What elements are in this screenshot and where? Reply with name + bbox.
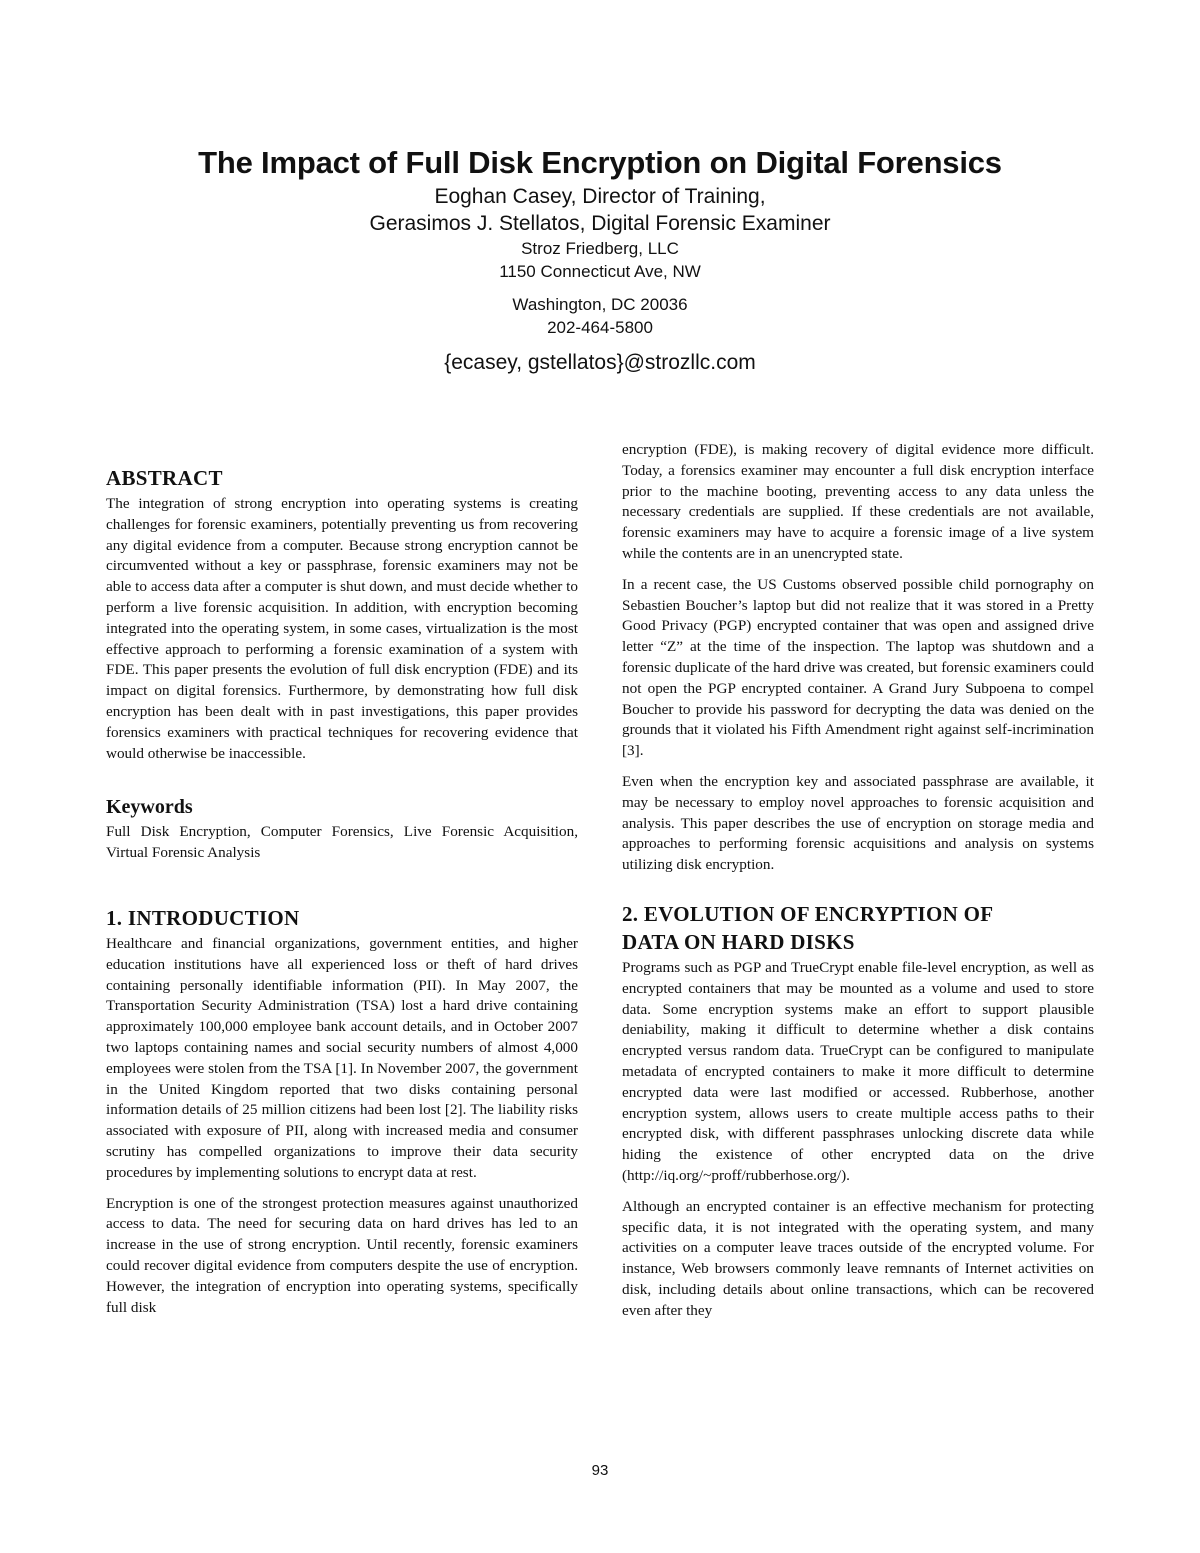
- address-line-2: Washington, DC 20036: [512, 295, 688, 314]
- paper-title: The Impact of Full Disk Encryption on Digital Forensics: [198, 145, 1002, 180]
- section-2-heading-line-2: DATA ON HARD DISKS: [622, 929, 855, 954]
- introduction-paragraph-5: Even when the encryption key and associated passphrase are available, it may be necessary to employ novel approaches to forensic acquisition and analysis. This paper describes the use of encryption on storage media and approaches to performing forensic acquisitions and analysis on systems utilizing disk encryption.: [622, 772, 1094, 874]
- section-2-paragraph-2: Although an encrypted container is an effective mechanism for protecting specific data, it is not integrated with the operating system, and many activities on a computer leave traces outside of the encrypted volume. For instance, Web browsers commonly leave remnants of Internet activities on disk, including details about online transactions, which can be recovered even after they: [622, 1197, 1094, 1319]
- address-line-1: 1150 Connecticut Ave, NW: [499, 262, 701, 281]
- section-2-paragraph-1: Programs such as PGP and TrueCrypt enable file-level encryption, as well as encrypted containers that may be mounted as a volume and used to store data. Some encryption systems make an effort to support plausible deniability, making it difficult to determine whether a disk contains encrypted versus random data. TrueCrypt can be configured to manipulate metadata of encrypted containers to make it more difficult to determine encrypted data were last modified or accessed. Rubberhose, another encryption system, allows users to create multiple access paths to their encrypted disk, with different passphrases unlocking discrete data while hiding the existence of other encrypted data on the drive (http://iq.org/~proff/rubberhose.org/).: [622, 958, 1094, 1184]
- introduction-heading: 1. INTRODUCTION: [106, 905, 300, 930]
- organization: Stroz Friedberg, LLC: [521, 239, 679, 258]
- right-column: [622, 440, 1094, 1331]
- introduction-paragraph-1: Healthcare and financial organizations, government entities, and higher education institutions have all experienced loss or theft of hard drives containing personally identifiable information (PII). In May 2007, the Transportation Security Administration (TSA) lost a hard drive containing approximately 100,000 employee bank account details, and in October 2007 two laptops containing names and social security numbers of almost 4,000 employees were stolen from the TSA [1]. In November 2007, the government in the United Kingdom reported that two disks containing personal information details of 25 million citizens had been lost [2]. The liability risks associated with exposure of PII, along with increased media and consumer scrutiny has compelled organizations to improve their data security procedures by implementing solutions to encrypt data at rest.: [106, 934, 578, 1181]
- left-column: [106, 464, 578, 1328]
- keywords-heading: Keywords: [106, 796, 193, 819]
- paper-header: [0, 143, 1200, 377]
- section-2-heading: [622, 900, 1094, 956]
- author-line-2: Gerasimos J. Stellatos, Digital Forensic Examiner: [369, 212, 831, 235]
- introduction-paragraph-4: In a recent case, the US Customs observed possible child pornography on Sebastien Boucher’s laptop but did not realize that it was stored in a Pretty Good Privacy (PGP) encrypted container that was open and assigned drive letter “Z” at the time of the inspection. The laptop was shutdown and a forensic duplicate of the hard drive was created, but forensic examiners could not open the PGP encrypted container. A Grand Jury Subpoena to compel Boucher to provide his password for decrypting the data was denied on the grounds that it violated his Fifth Amendment right against self-incrimination [3].: [622, 575, 1094, 760]
- section-2-heading-line-1: 2. EVOLUTION OF ENCRYPTION OF: [622, 901, 994, 926]
- phone-number: 202-464-5800: [547, 318, 653, 337]
- author-email: {ecasey, gstellatos}@strozllc.com: [444, 351, 756, 374]
- page-number: 93: [591, 1462, 609, 1479]
- keywords-text: Full Disk Encryption, Computer Forensics, Live Forensic Acquisition, Virtual Forensic Analysis: [106, 823, 578, 862]
- author-line-1: Eoghan Casey, Director of Training,: [434, 185, 766, 208]
- abstract-text: The integration of strong encryption into operating systems is creating challenges for forensic examiners, potentially preventing us from recovering any digital evidence from a computer. Because strong encryption cannot be circumvented without a key or passphrase, forensic examiners may not be able to access data after a computer is shut down, and must decide whether to perform a live forensic acquisition. In addition, with encryption becoming integrated into the operating system, in some cases, virtualization is the most effective approach to performing a forensic examination of a system with FDE. This paper presents the evolution of full disk encryption (FDE) and its impact on digital forensics. Furthermore, by demonstrating how full disk encryption has been dealt with in past investigations, this paper provides forensics examiners with practical techniques for recovering evidence that would otherwise be inaccessible.: [106, 495, 578, 762]
- introduction-paragraph-3: encryption (FDE), is making recovery of digital evidence more difficult. Today, a forensics examiner may encounter a full disk encryption interface prior to the machine booting, preventing access to any data unless the necessary credentials are supplied. If these credentials are not available, forensic examiners may have to acquire a forensic image of a live system while the contents are in an unencrypted state.: [622, 441, 1094, 562]
- abstract-heading: ABSTRACT: [106, 466, 223, 490]
- introduction-paragraph-2: Encryption is one of the strongest protection measures against unauthorized access to data. The need for securing data on hard drives has led to an increase in the use of strong encryption. Until recently, forensic examiners could recover digital evidence from computers despite the use of encryption. However, the integration of encryption into operating systems, specifically full disk: [106, 1194, 578, 1316]
